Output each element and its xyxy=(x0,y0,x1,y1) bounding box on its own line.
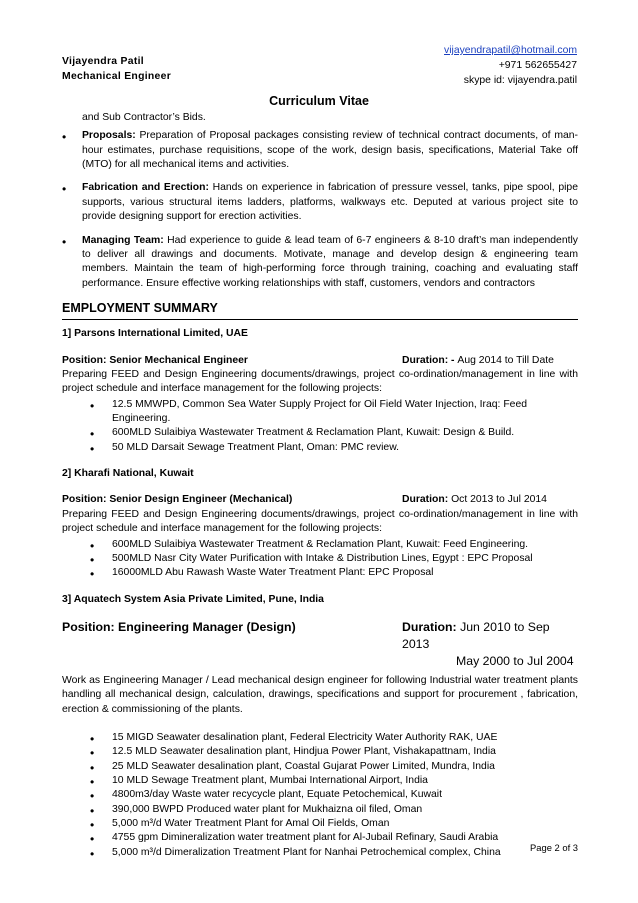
position-row xyxy=(62,619,578,653)
main-content xyxy=(62,111,578,860)
continued-text: and Sub Contractor’s Bids. xyxy=(82,112,206,123)
candidate-role: Mechanical Engineer xyxy=(62,71,172,83)
skill-text: Preparation of Proposal packages consisting review of technical contract documents, of man-hour estimates, purchase requisitions, scope of the work, design basis, specifications, Material Take off (MTO) for all mechanical items and activities. xyxy=(82,130,578,171)
job-description: Work as Engineering Manager / Lead mechanical design engineer for following Industrial water treatment plants handling all mechanical design, calculation, drawings, specifications and support for procurement , fabrication, erection & commissioning of the plants. xyxy=(62,674,578,715)
duration-second: May 2000 to Jul 2004 xyxy=(456,653,574,668)
position-row xyxy=(62,354,578,368)
company-name: 1] Parsons International Limited, UAE xyxy=(62,328,248,340)
phone-number: +971 562655427 xyxy=(498,59,577,71)
project-list xyxy=(62,398,578,455)
duration-label: Duration: xyxy=(402,494,452,506)
job-description: Preparing FEED and Design Engineering documents/drawings, project co-ordination/management in line with project schedule and interface management for the following projects: xyxy=(62,508,578,535)
duration xyxy=(402,493,547,507)
header-left xyxy=(62,54,171,84)
email-link[interactable]: vijayendrapatil@hotmail.com xyxy=(444,45,577,56)
position-title: Position: Senior Mechanical Engineer xyxy=(62,354,248,366)
project-item: • 5,000 m³/d Water Treatment Plant for Amal Oil Fields, Oman xyxy=(90,817,578,831)
project-item: • 4800m3/day Waste water recycycle plant, Equate Petochemical, Kuwait xyxy=(90,788,578,802)
position-title: Position: Engineering Manager (Design) xyxy=(62,619,296,634)
duration-label: Duration: - xyxy=(402,354,458,366)
skill-text: Hands on experience in fabrication of pressure vessel, tanks, pipe spool, pipe supports, various structural items ladders, platforms, walkways etc. Deputed at various project site to provide designing support for erection activities. xyxy=(82,182,578,223)
project-item: • 10 MLD Sewage Treatment plant, Mumbai International Airport, India xyxy=(90,774,578,788)
job-description: Preparing FEED and Design Engineering documents/drawings, project co-ordination/management in line with project schedule and interface management for the following projects: xyxy=(62,368,578,395)
project-list xyxy=(62,731,578,860)
project-item: • 12.5 MLD Seawater desalination plant, Hindjua Power Plant, Vishakapattnam, India xyxy=(90,745,578,759)
duration xyxy=(402,619,578,653)
company-name: 2] Kharafi National, Kuwait xyxy=(62,468,194,480)
skill-label: Proposals: xyxy=(82,130,136,142)
project-item: • 16000MLD Abu Rawash Waste Water Treatment Plant: EPC Proposal xyxy=(90,566,578,580)
duration-label: Duration: xyxy=(402,619,461,634)
candidate-name: Vijayendra Patil xyxy=(62,56,144,67)
project-item: • 50 MLD Darsait Sewage Treatment Plant, Oman: PMC review. xyxy=(90,441,578,455)
duration-value: Oct 2013 to Jul 2014 xyxy=(451,494,547,506)
duration xyxy=(402,354,554,368)
duration-value: Aug 2014 to Till Date xyxy=(457,354,554,366)
document-title: Curriculum Vitae xyxy=(269,94,369,108)
skill-label: Fabrication and Erection: xyxy=(82,182,209,194)
project-item: • 5,000 m³/d Dimeralization Treatment Plant for Nanhai Petrochemical complex, China xyxy=(90,846,578,860)
skill-item xyxy=(62,234,578,291)
skill-text: Had experience to guide & lead team of 6-7 engineers & 8-10 draft’s man independently to deliver all drawings and documents. Motivate, manage and develop design & engineering team members. Maintain the team of high-performing force through training, coaching and evaluating staff performance. Ensure effective working relationships with staff, customers, vendors and contractors xyxy=(82,234,578,289)
position-row xyxy=(62,493,578,507)
project-item: • 600MLD Sulaibiya Wastewater Treatment & Reclamation Plant, Kuwait: Feed Engineering. xyxy=(90,538,578,552)
project-item: • 600MLD Sulaibiya Wastewater Treatment & Reclamation Plant, Kuwait: Design & Build. xyxy=(90,426,578,440)
position-title: Position: Senior Design Engineer (Mechanical) xyxy=(62,494,293,506)
project-item: • 390,000 BWPD Produced water plant for Mukhaizna oil filed, Oman xyxy=(90,803,578,817)
page-number: Page 2 of 3 xyxy=(530,842,578,853)
project-item: • 4755 gpm Dimineralization water treatment plant for Al-Jubail Refinary, Saudi Arabia xyxy=(90,831,578,845)
header-contact xyxy=(444,44,577,88)
company-name: 3] Aquatech System Asia Private Limited, Pune, India xyxy=(62,593,324,605)
skills-list xyxy=(62,129,578,291)
duration-value: Jun 2010 to Sep 2013 xyxy=(402,619,550,651)
skill-item xyxy=(62,181,578,224)
project-item: • 25 MLD Seawater desalination plant, Coastal Gujarat Power Limited, Mundra, India xyxy=(90,760,578,774)
employment-heading: EMPLOYMENT SUMMARY xyxy=(62,300,578,320)
project-item: • 500MLD Nasr City Water Purification with Intake & Distribution Lines, Egypt : EPC Proposal xyxy=(90,552,578,566)
skill-item xyxy=(62,129,578,172)
skype-id: skype id: vijayendra.patil xyxy=(463,74,577,86)
skill-label: Managing Team: xyxy=(82,234,164,246)
project-item: • 15 MIGD Seawater desalination plant, Federal Electricity Water Authority RAK, UAE xyxy=(90,731,578,745)
project-item: • 12.5 MMWPD, Common Sea Water Supply Project for Oil Field Water Injection, Iraq: Feed Engineering. xyxy=(90,398,578,427)
project-list xyxy=(62,538,578,581)
